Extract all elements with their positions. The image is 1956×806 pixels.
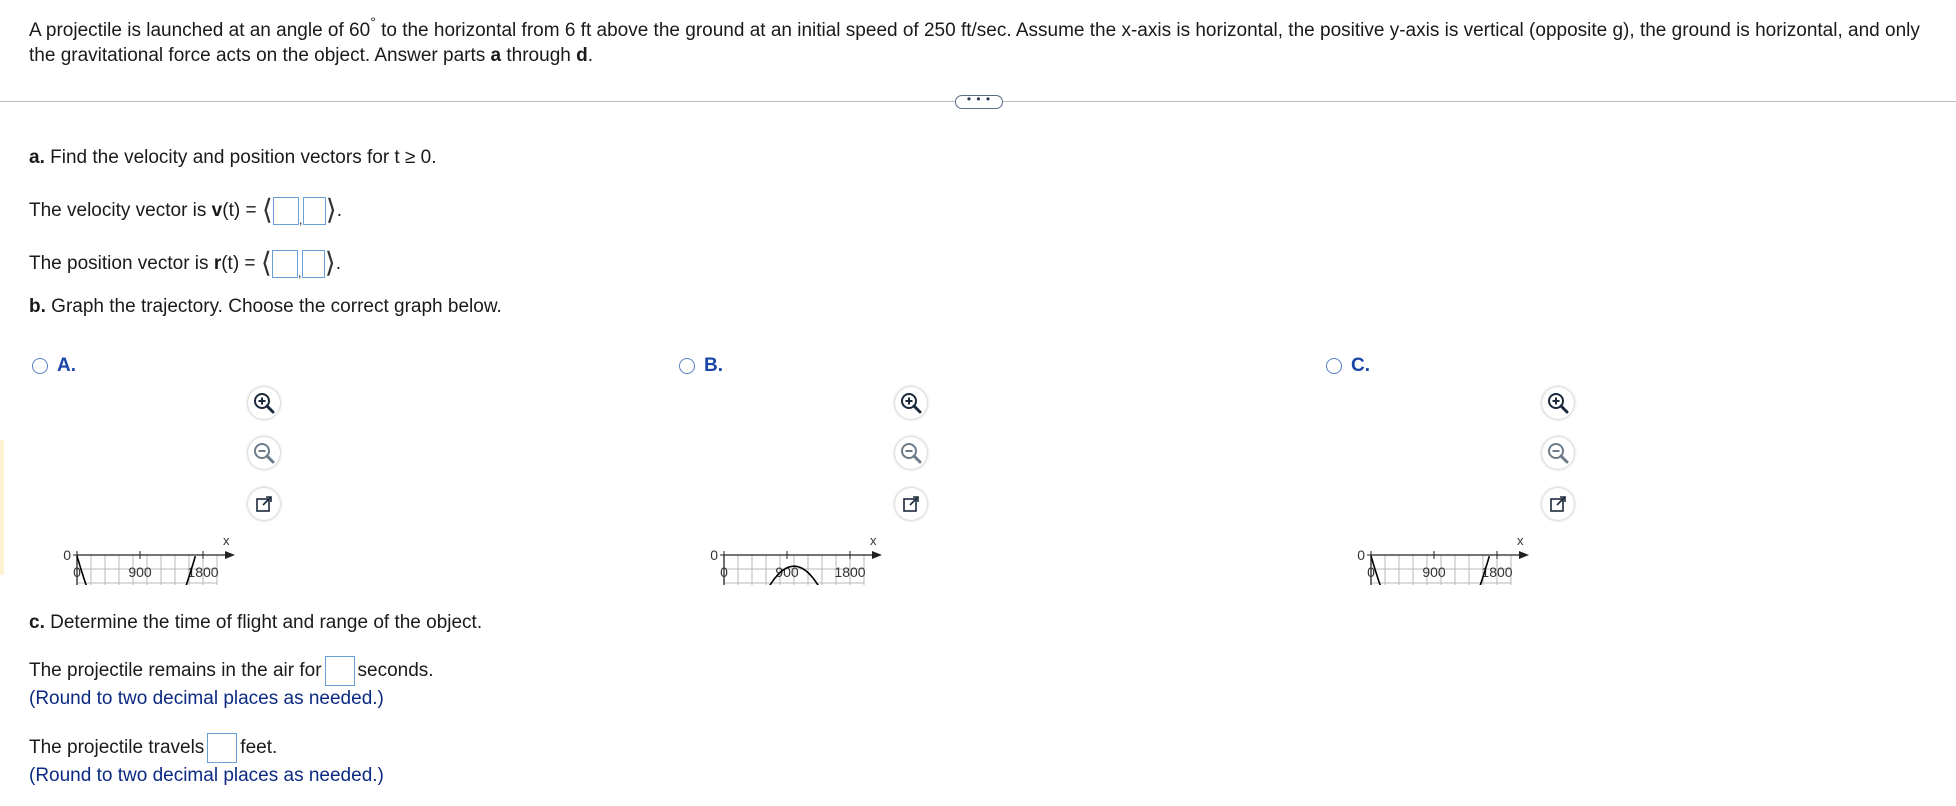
range-label: The projectile travels (29, 737, 205, 759)
part-d-ref: d (576, 45, 588, 66)
x-axis-arrow (225, 551, 235, 559)
part-b-question (29, 296, 502, 318)
option-b[interactable] (679, 355, 723, 377)
zoom-in-icon (895, 387, 927, 419)
velocity-y-input[interactable] (303, 197, 326, 225)
option-b-graph (677, 385, 887, 585)
option-a-radio[interactable] (32, 358, 48, 374)
degree-symbol: ° (370, 14, 376, 30)
x-tick-label: 900 (1422, 564, 1446, 580)
x-axis-label: x (870, 533, 877, 548)
option-b-open-button[interactable] (895, 488, 927, 520)
range-unit: feet. (240, 737, 278, 759)
problem-text-1: A projectile is launched at an angle of 60 (29, 20, 371, 41)
x-axis-arrow (1519, 551, 1529, 559)
open-external-icon (1542, 488, 1574, 520)
part-c-question (29, 612, 482, 634)
vector-comma: , (298, 211, 303, 227)
right-angle-bracket: ⟩ (325, 194, 337, 225)
x-axis-label: x (1517, 533, 1524, 548)
zoom-out-icon (1542, 437, 1574, 469)
x-tick-label: 0 (720, 564, 728, 580)
x-axis-label: x (223, 533, 230, 548)
problem-text-2: to the horizontal from 6 ft above the ground at an initial speed of 250 ft/sec. Assume the x-axis is horizontal, the positive y-axis is vertical (opposite g), the ground is horizontal, and only the gravitational force acts on the object. Answer parts (29, 20, 1920, 66)
y-tick-label: 0 (710, 547, 718, 563)
vector-period: . (336, 200, 342, 221)
option-c[interactable] (1326, 355, 1370, 377)
x-tick-label: 0 (73, 564, 81, 580)
left-highlight-bar (0, 440, 4, 575)
part-b-text: Graph the trajectory. Choose the correct graph below. (45, 296, 502, 317)
part-a-ref: a (490, 45, 502, 66)
velocity-row (29, 193, 342, 227)
y-tick-label: 0 (63, 547, 71, 563)
x-tick-label: 0 (1367, 564, 1375, 580)
position-y-input[interactable] (302, 250, 325, 278)
open-external-icon (248, 488, 280, 520)
part-c-letter: c. (29, 612, 45, 633)
option-a-graph (30, 385, 240, 585)
option-b-radio[interactable] (679, 358, 695, 374)
part-c-text: Determine the time of flight and range of the object. (44, 612, 483, 633)
vector-period: . (335, 253, 341, 274)
position-label: The position vector is (29, 253, 214, 274)
zoom-in-icon (248, 387, 280, 419)
option-b-label: B. (704, 355, 723, 376)
option-c-zoom-in-button[interactable] (1542, 387, 1574, 419)
zoom-in-icon (1542, 387, 1574, 419)
option-c-graph (1324, 385, 1534, 585)
time-hint: (Round to two decimal places as needed.) (29, 688, 384, 709)
position-x-input[interactable] (272, 250, 298, 278)
left-angle-bracket: ⟨ (260, 247, 272, 278)
time-row (29, 656, 434, 686)
velocity-label: The velocity vector is (29, 200, 212, 221)
option-a-zoom-out-button[interactable] (248, 437, 280, 469)
vector-comma: , (297, 264, 302, 280)
x-axis-arrow (872, 551, 882, 559)
part-a-question (29, 147, 437, 169)
position-row (29, 246, 341, 280)
option-a-label: A. (57, 355, 76, 376)
range-input[interactable] (207, 733, 237, 763)
time-label: The projectile remains in the air for (29, 660, 322, 682)
x-tick-label: 1800 (187, 564, 219, 580)
y-tick-label: 0 (1357, 547, 1365, 563)
zoom-out-icon (248, 437, 280, 469)
option-a-zoom-in-button[interactable] (248, 387, 280, 419)
problem-text-3: through (501, 45, 577, 66)
left-angle-bracket: ⟨ (261, 194, 273, 225)
option-a[interactable] (32, 355, 76, 377)
range-row (29, 733, 277, 763)
x-tick-label: 900 (775, 564, 799, 580)
option-c-open-button[interactable] (1542, 488, 1574, 520)
option-c-zoom-out-button[interactable] (1542, 437, 1574, 469)
velocity-suffix: (t) = (222, 200, 262, 221)
option-b-zoom-out-button[interactable] (895, 437, 927, 469)
velocity-symbol: v (211, 200, 223, 221)
x-tick-label: 1800 (834, 564, 866, 580)
x-tick-label: 900 (128, 564, 152, 580)
show-more-button[interactable]: • • • (955, 95, 1003, 109)
option-a-open-button[interactable] (248, 488, 280, 520)
option-b-zoom-in-button[interactable] (895, 387, 927, 419)
part-b-letter: b. (29, 296, 46, 317)
velocity-x-input[interactable] (273, 197, 299, 225)
option-c-label: C. (1351, 355, 1370, 376)
position-suffix: (t) = (221, 253, 261, 274)
part-a-text: Find the velocity and position vectors for t ≥ 0. (44, 147, 437, 168)
position-symbol: r (213, 253, 222, 274)
right-angle-bracket: ⟩ (324, 247, 336, 278)
option-c-radio[interactable] (1326, 358, 1342, 374)
time-input[interactable] (325, 656, 355, 686)
problem-text-4: . (587, 45, 593, 66)
x-tick-label: 1800 (1481, 564, 1513, 580)
open-external-icon (895, 488, 927, 520)
problem-statement (29, 10, 1939, 68)
part-a-letter: a. (29, 147, 45, 168)
time-unit: seconds. (357, 660, 434, 682)
range-hint: (Round to two decimal places as needed.) (29, 765, 384, 786)
zoom-out-icon (895, 437, 927, 469)
